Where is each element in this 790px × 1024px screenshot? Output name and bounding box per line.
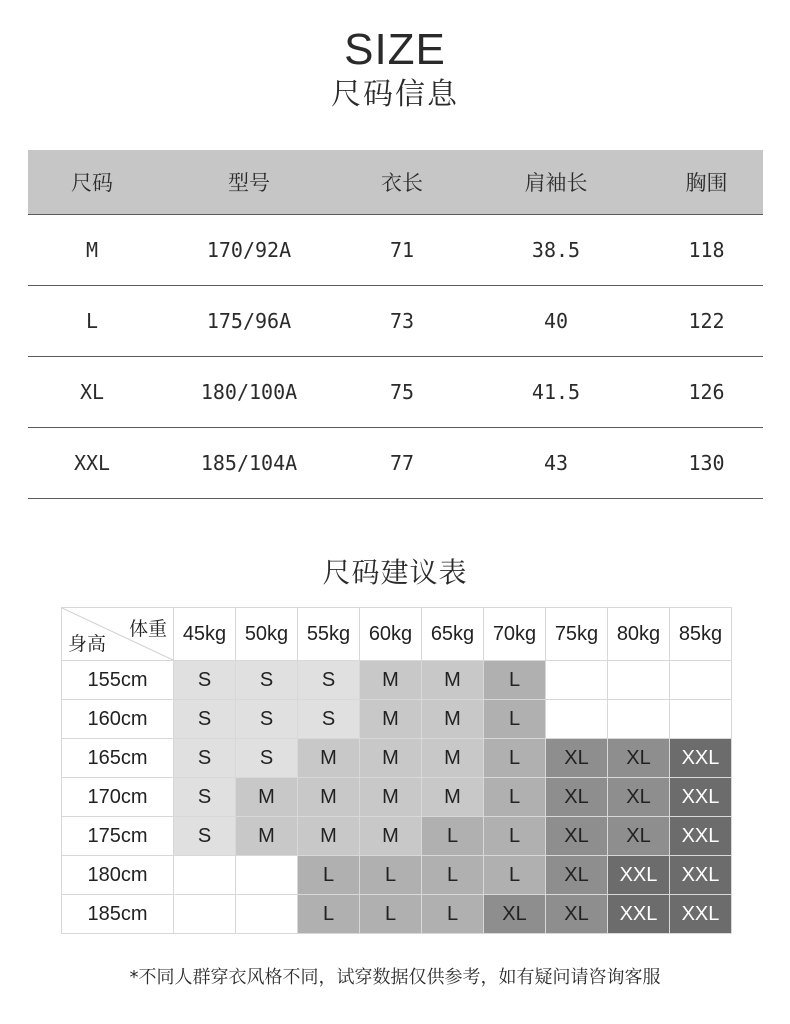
table-row <box>28 357 763 428</box>
size-cell: L <box>298 895 360 934</box>
cell-shoulder-sleeve: 38.5 <box>462 215 650 286</box>
size-cell: M <box>360 778 422 817</box>
recommendation-title: 尺码建议表 <box>322 556 468 589</box>
size-cell: XXL <box>670 778 732 817</box>
height-header-cell: 165cm <box>62 739 174 778</box>
size-cell: S <box>174 817 236 856</box>
height-row <box>62 739 732 778</box>
size-cell: XL <box>546 778 608 817</box>
height-header-cell: 170cm <box>62 778 174 817</box>
size-cell: M <box>360 817 422 856</box>
table-row <box>28 286 763 357</box>
cell-shoulder-sleeve: 40 <box>462 286 650 357</box>
height-row <box>62 895 732 934</box>
size-cell: XXL <box>670 856 732 895</box>
size-cell: S <box>174 661 236 700</box>
size-cell: L <box>484 700 546 739</box>
size-table-header-row <box>28 150 763 215</box>
size-cell: L <box>484 817 546 856</box>
size-cell: M <box>360 661 422 700</box>
empty-cell <box>174 895 236 934</box>
cell-size: L <box>28 286 156 357</box>
size-cell: S <box>298 700 360 739</box>
cell-chest: 122 <box>650 286 763 357</box>
size-cell: M <box>360 739 422 778</box>
size-cell: M <box>236 778 298 817</box>
size-cell: S <box>174 700 236 739</box>
size-cell: M <box>422 661 484 700</box>
size-cell: L <box>360 856 422 895</box>
cell-length: 77 <box>342 428 462 499</box>
weight-header-cell: 60kg <box>360 608 422 661</box>
height-header-cell: 175cm <box>62 817 174 856</box>
empty-cell <box>236 895 298 934</box>
size-cell: L <box>422 856 484 895</box>
size-cell: M <box>236 817 298 856</box>
empty-cell <box>670 661 732 700</box>
weight-header-cell: 80kg <box>608 608 670 661</box>
size-cell: XXL <box>670 739 732 778</box>
size-info-table <box>28 150 763 499</box>
size-cell: S <box>236 661 298 700</box>
size-cell: S <box>236 739 298 778</box>
size-cell: XL <box>546 817 608 856</box>
size-recommendation-table <box>61 607 732 934</box>
cell-model: 175/96A <box>156 286 342 357</box>
empty-cell <box>236 856 298 895</box>
height-row <box>62 778 732 817</box>
empty-cell <box>546 700 608 739</box>
weight-header-cell: 70kg <box>484 608 546 661</box>
size-cell: L <box>484 778 546 817</box>
empty-cell <box>174 856 236 895</box>
size-cell: XXL <box>670 895 732 934</box>
cell-length: 75 <box>342 357 462 428</box>
size-cell: XL <box>608 739 670 778</box>
size-cell: XL <box>546 739 608 778</box>
page-title: SIZE <box>344 25 446 74</box>
cell-shoulder-sleeve: 41.5 <box>462 357 650 428</box>
size-cell: L <box>484 856 546 895</box>
size-cell: XL <box>484 895 546 934</box>
empty-cell <box>546 661 608 700</box>
weight-header-cell: 50kg <box>236 608 298 661</box>
weight-header-row <box>62 608 732 661</box>
empty-cell <box>608 700 670 739</box>
size-cell: L <box>484 739 546 778</box>
empty-cell <box>670 700 732 739</box>
size-cell: M <box>298 817 360 856</box>
cell-model: 170/92A <box>156 215 342 286</box>
cell-chest: 130 <box>650 428 763 499</box>
weight-header-cell: 65kg <box>422 608 484 661</box>
column-header-shoulder-sleeve: 肩袖长 <box>462 150 650 215</box>
corner-header-cell <box>62 608 174 661</box>
size-cell: M <box>422 739 484 778</box>
size-cell: XXL <box>608 895 670 934</box>
table-row <box>28 215 763 286</box>
weight-header-cell: 45kg <box>174 608 236 661</box>
column-header-model: 型号 <box>156 150 342 215</box>
size-cell: M <box>298 739 360 778</box>
size-cell: XXL <box>670 817 732 856</box>
size-cell: S <box>236 700 298 739</box>
height-header-cell: 185cm <box>62 895 174 934</box>
height-header-cell: 180cm <box>62 856 174 895</box>
height-header-cell: 155cm <box>62 661 174 700</box>
size-cell: M <box>422 700 484 739</box>
size-cell: XL <box>546 856 608 895</box>
height-row <box>62 700 732 739</box>
size-cell: L <box>360 895 422 934</box>
height-axis-label: 身高 <box>68 633 107 655</box>
size-cell: XL <box>546 895 608 934</box>
weight-header-cell: 75kg <box>546 608 608 661</box>
size-cell: XL <box>608 778 670 817</box>
size-cell: L <box>484 661 546 700</box>
column-header-chest: 胸围 <box>650 150 763 215</box>
cell-length: 73 <box>342 286 462 357</box>
page-subtitle: 尺码信息 <box>331 77 459 112</box>
size-cell: S <box>298 661 360 700</box>
cell-size: M <box>28 215 156 286</box>
cell-size: XL <box>28 357 156 428</box>
column-header-size: 尺码 <box>28 150 156 215</box>
cell-size: XXL <box>28 428 156 499</box>
height-row <box>62 661 732 700</box>
height-row <box>62 817 732 856</box>
cell-model: 180/100A <box>156 357 342 428</box>
size-cell: L <box>422 817 484 856</box>
cell-model: 185/104A <box>156 428 342 499</box>
cell-shoulder-sleeve: 43 <box>462 428 650 499</box>
size-cell: M <box>298 778 360 817</box>
size-cell: M <box>360 700 422 739</box>
height-header-cell: 160cm <box>62 700 174 739</box>
size-cell: L <box>422 895 484 934</box>
empty-cell <box>608 661 670 700</box>
size-cell: L <box>298 856 360 895</box>
column-header-length: 衣长 <box>342 150 462 215</box>
height-row <box>62 856 732 895</box>
cell-length: 71 <box>342 215 462 286</box>
table-row <box>28 428 763 499</box>
disclaimer-note: *不同人群穿衣风格不同，试穿数据仅供参考，如有疑问请咨询客服 <box>129 967 661 988</box>
cell-chest: 118 <box>650 215 763 286</box>
weight-header-cell: 85kg <box>670 608 732 661</box>
size-cell: M <box>422 778 484 817</box>
weight-axis-label: 体重 <box>128 618 167 640</box>
size-cell: XXL <box>608 856 670 895</box>
size-cell: S <box>174 739 236 778</box>
size-cell: S <box>174 778 236 817</box>
cell-chest: 126 <box>650 357 763 428</box>
weight-header-cell: 55kg <box>298 608 360 661</box>
size-cell: XL <box>608 817 670 856</box>
